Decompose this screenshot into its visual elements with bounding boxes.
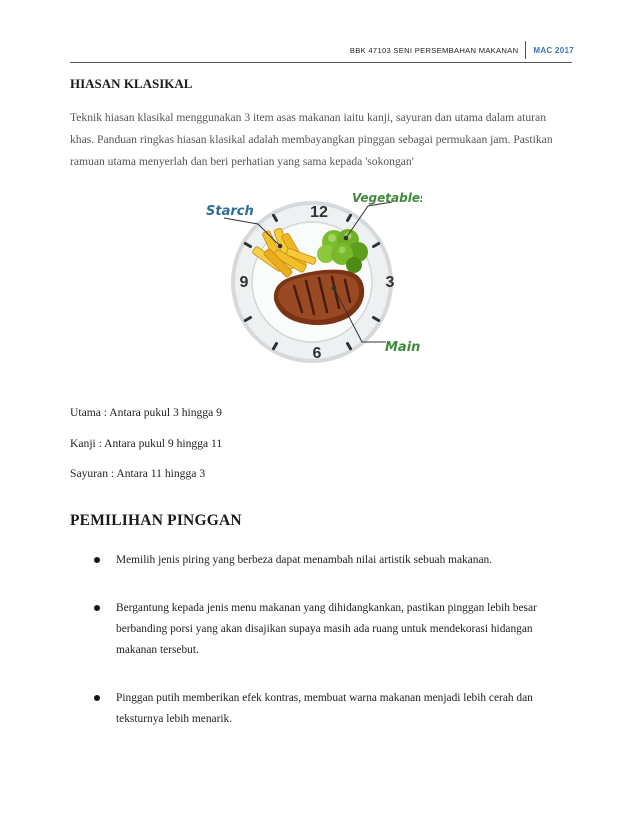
- bullet-icon: [94, 605, 100, 611]
- position-sayuran: Sayuran : Antara 11 hingga 3: [70, 467, 206, 480]
- pinggan-bullet-list: [92, 550, 562, 730]
- list-item: [92, 598, 562, 661]
- clock-number-12: 12: [310, 204, 328, 221]
- label-starch: Starch: [206, 204, 254, 219]
- section-title-pemilihan-pinggan: PEMILIHAN PINGGAN: [70, 512, 242, 529]
- header-date: MAC 2017: [533, 45, 574, 55]
- header-course: BBK 47103 SENI PERSEMBAHAN MAKANAN: [349, 45, 519, 55]
- clock-number-3: 3: [385, 274, 395, 291]
- bullet-text: Pinggan putih memberikan efek kontras, membuat warna makanan menjadi lebih cerah dan teksturnya lebih menarik.: [116, 692, 533, 725]
- list-item: [92, 688, 562, 730]
- intro-paragraph: Teknik hiasan klasikal menggunakan 3 item asas makanan iaitu kanji, sayuran dan utama dalam aturan khas. Panduan ringkas hiasan klasikal adalah membayangkan pinggan sebagai permukaan jam. Pastikan ramuan utama menyerlah dan beri perhatian yang sama kepada 'sokongan': [70, 111, 553, 168]
- clock-number-6: 6: [312, 345, 322, 362]
- section-title-hiasan-klasikal: HIASAN KLASIKAL: [70, 76, 193, 91]
- bullet-text: Memilih jenis piring yang berbeza dapat menambah nilai artistik sebuah makanan.: [116, 554, 493, 566]
- position-utama: Utama : Antara pukul 3 hingga 9: [70, 406, 222, 419]
- header-rule: [70, 62, 572, 63]
- label-vegetables: Vegetables: [352, 191, 422, 205]
- clock-plate-illustration: [202, 190, 422, 370]
- label-main: Main: [385, 340, 421, 355]
- bullet-icon: [94, 557, 100, 563]
- clock-number-9: 9: [239, 274, 249, 291]
- bullet-icon: [94, 695, 100, 701]
- list-item: [92, 550, 562, 571]
- position-kanji: Kanji : Antara pukul 9 hingga 11: [70, 437, 223, 450]
- page-header: [350, 40, 574, 60]
- bullet-text: Bergantung kepada jenis menu makanan yang dihidangkankan, pastikan pinggan lebih besar berbanding porsi yang akan disajikan supaya masih ada ruang untuk mendekorasi hidangan makanan tersebut.: [116, 602, 537, 656]
